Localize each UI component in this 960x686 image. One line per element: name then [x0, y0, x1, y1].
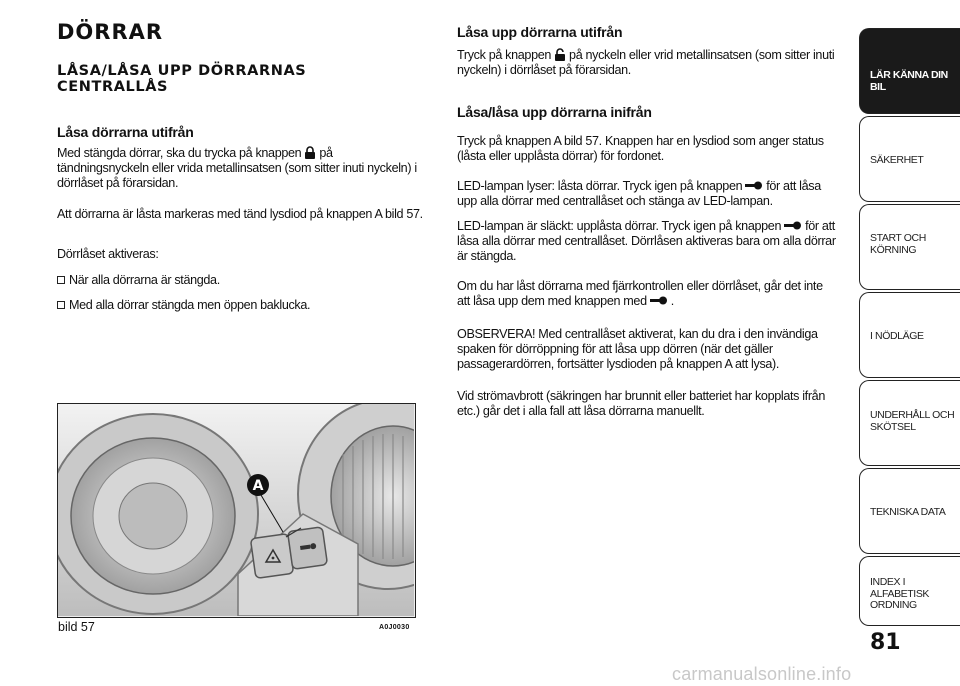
- section-title: LÅSA/LÅSA UPP DÖRRARNAS CENTRALLÅS: [57, 63, 307, 95]
- bullet-item: [57, 298, 427, 313]
- paragraph-button-a: Tryck på knappen A bild 57. Knappen har en lysdiod som anger status (låsta eller upplåsta dörrar) för fordonet.: [457, 134, 824, 163]
- paragraph-lock-outside: [57, 146, 427, 191]
- tab-index[interactable]: [859, 556, 960, 626]
- paragraph-remote-lock: [457, 279, 837, 309]
- tab-label: START OCH KÖRNING: [870, 232, 926, 256]
- tab-label: INDEX I ALFABETISK ORDNING: [870, 576, 930, 611]
- dashboard-illustration: [58, 404, 414, 616]
- central-lock-key-icon: [650, 295, 668, 305]
- page-title: DÖRRAR: [57, 20, 164, 44]
- heading-lock-inside: Låsa/låsa upp dörrarna inifrån: [457, 104, 652, 120]
- tab-label: I NÖDLÄGE: [870, 330, 924, 342]
- watermark: carmanualsonline.info: [672, 664, 852, 684]
- paragraph-observera: OBSERVERA! Med centrallåset aktiverat, kan du dra i den invändiga spaken för dörröppning för att låsa upp dörren (när det gäller passagerardörren, fortsätter lysdioden på knappen A att lysa).: [457, 327, 818, 371]
- paragraph-led-on: [457, 179, 842, 209]
- page-number: 81: [870, 630, 901, 655]
- tab-sakerhet[interactable]: [859, 116, 960, 202]
- tab-underhall-och-skotsel[interactable]: [859, 380, 960, 466]
- text-fragment: Med stängda dörrar, ska du trycka på knappen: [57, 146, 302, 160]
- checkbox-bullet-icon: [57, 301, 65, 309]
- text-fragment: LED-lampan lyser: låsta dörrar. Tryck igen på knappen: [457, 179, 743, 193]
- paragraph-led-indicator: Att dörrarna är låsta markeras med tänd lysdiod på knappen A bild 57.: [57, 207, 423, 221]
- paragraph-power-failure: Vid strömavbrott (säkringen har brunnit eller batteriet har kopplats ifrån etc.) går det i alla fall att låsa dörrarna manuellt.: [457, 389, 825, 418]
- figure-bild-57: [57, 403, 416, 618]
- unlock-icon: [554, 48, 566, 61]
- central-lock-key-icon: [745, 180, 763, 190]
- heading-unlock-outside: Låsa upp dörrarna utifrån: [457, 24, 623, 40]
- text-fragment: LED-lampan är släckt: upplåsta dörrar. Tryck igen på knappen: [457, 219, 782, 233]
- paragraph-unlock-outside: [457, 48, 837, 78]
- figure-code: A0J0030: [379, 624, 410, 631]
- text-fragment: på nyckeln eller vrid metallinsatsen (som sitter inuti nyckeln) i dörrlåset på förarsidan.: [457, 48, 835, 77]
- paragraph-activation: Dörrlåset aktiveras:: [57, 247, 159, 261]
- text-fragment: Om du har låst dörrarna med fjärrkontrollen eller dörrlåset, går det inte att låsa upp dem med knappen med: [457, 279, 823, 308]
- text-fragment: för att låsa alla dörrar med centrallåset. Dörrlåsen aktiveras bara om alla dörrar är stängda.: [457, 219, 836, 263]
- checkbox-bullet-icon: [57, 276, 65, 284]
- tab-label: TEKNISKA DATA: [870, 506, 946, 518]
- lock-icon: [304, 146, 316, 159]
- text-fragment: på tändningsnyckeln eller vrida metallinsatsen (som sitter inuti nyckeln) i dörrlåset på förarsidan.: [57, 146, 417, 190]
- paragraph-led-off: [457, 219, 842, 264]
- bullet-text: Med alla dörrar stängda men öppen baklucka.: [69, 298, 311, 312]
- figure-caption: bild 57: [58, 620, 95, 634]
- tab-start-och-korning[interactable]: [859, 204, 960, 290]
- text-fragment: för att låsa upp alla dörrar med centrallåset och stänga av LED-lampan.: [457, 179, 821, 208]
- tab-i-nodlage[interactable]: [859, 292, 960, 378]
- tab-lar-kanna-din-bil[interactable]: [859, 28, 960, 114]
- text-fragment: Tryck på knappen: [457, 48, 552, 62]
- text-fragment: .: [670, 294, 674, 308]
- tab-label: SÄKERHET: [870, 154, 924, 166]
- central-lock-key-icon: [784, 220, 802, 230]
- tab-label: UNDERHÅLL OCH SKÖTSEL: [870, 409, 955, 433]
- callout-label-a: A: [252, 478, 264, 494]
- heading-lock-outside: Låsa dörrarna utifrån: [57, 124, 194, 140]
- bullet-text: När alla dörrarna är stängda.: [69, 273, 220, 287]
- tab-tekniska-data[interactable]: [859, 468, 960, 554]
- bullet-item: [57, 273, 427, 288]
- tab-label: LÄR KÄNNA DIN BIL: [870, 69, 948, 93]
